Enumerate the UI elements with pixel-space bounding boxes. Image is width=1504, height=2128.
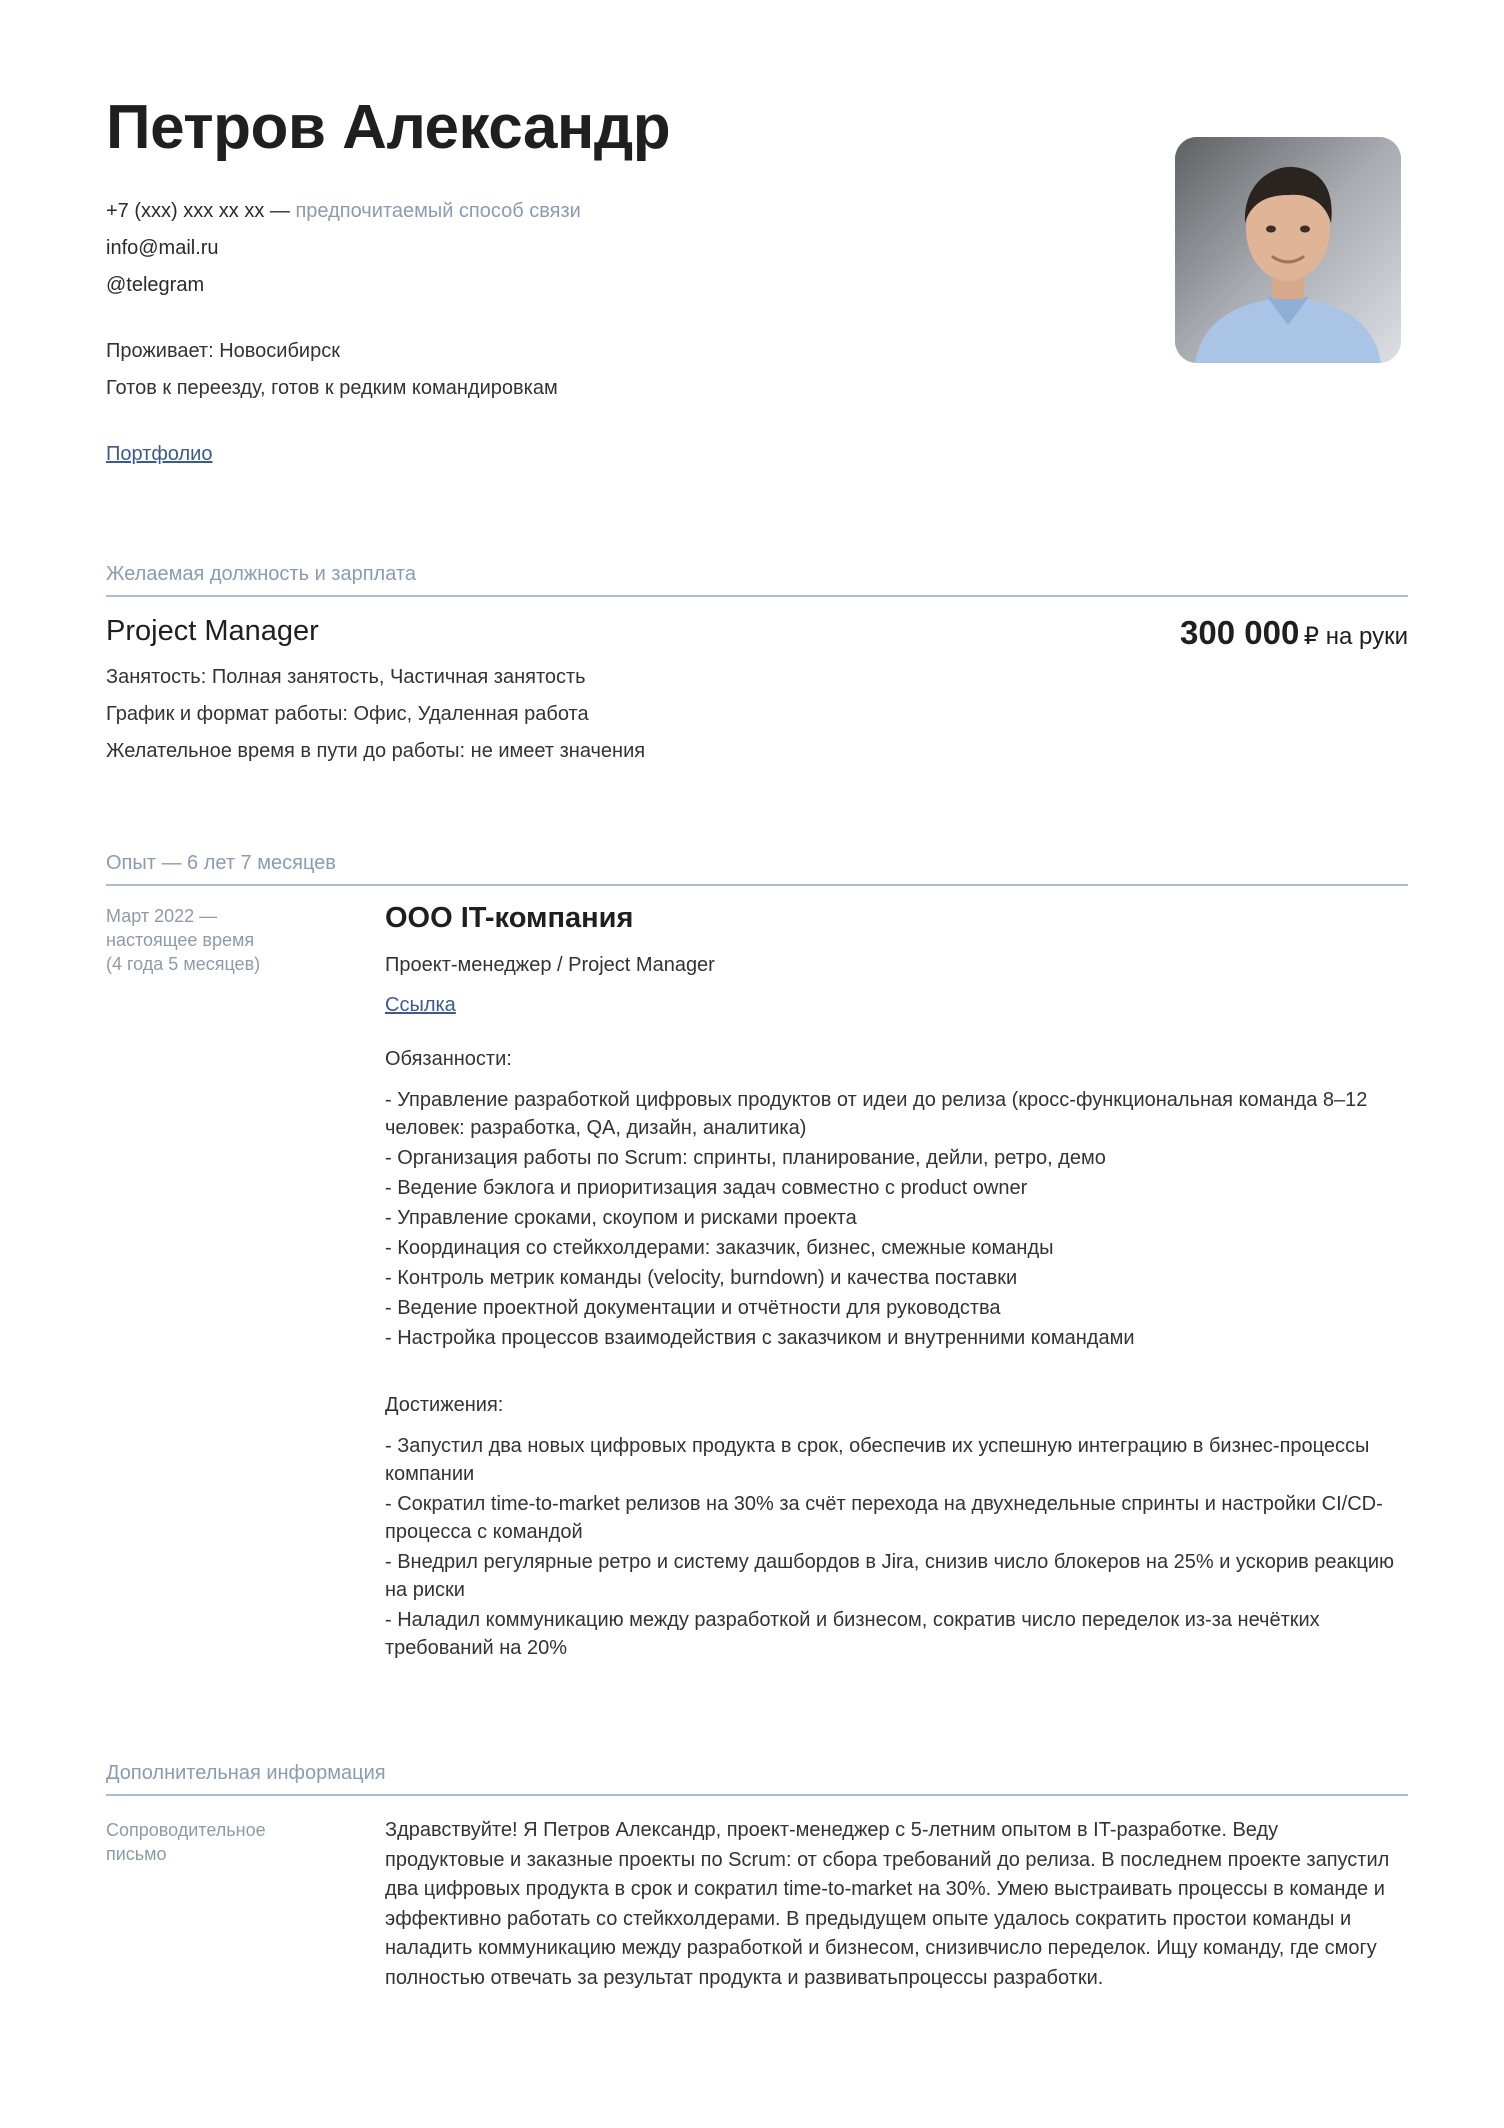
company-link[interactable]: Ссылка (385, 994, 456, 1016)
list-item: - Ведение бэклога и приоритизация задач совместно с product owner (385, 1177, 1028, 1199)
section-title-additional: Дополнительная информация (106, 1762, 386, 1784)
divider (106, 595, 1408, 597)
telegram[interactable]: @telegram (106, 274, 205, 296)
list-item: - Управление разработкой цифровых продуктов от идеи до релиза (кросс-функциональная команда 8–12 человек: разработка, QA, дизайн, аналитика) (385, 1089, 1368, 1139)
salary (1180, 614, 1408, 652)
commute: Желательное время в пути до работы: не имеет значения (106, 740, 646, 762)
list-item: - Контроль метрик команды (velocity, burndown) и качества поставки (385, 1267, 1018, 1289)
list-item: - Организация работы по Scrum: спринты, планирование, дейли, ретро, демо (385, 1147, 1106, 1169)
company-name: ООО IT-компания (385, 902, 634, 934)
relocation: Готов к переезду, готов к редким командировкам (106, 377, 558, 399)
cover-label-line: Сопроводительное (106, 1820, 266, 1840)
period-start: Март 2022 — (106, 906, 218, 926)
location-block (106, 338, 558, 412)
period-duration: (4 года 5 месяцев) (106, 954, 261, 974)
list-item: - Запустил два новых цифровых продукта в срок, обеспечив их успешную интеграцию в бизнес-процессы компании (385, 1435, 1370, 1485)
schedule: График и формат работы: Офис, Удаленная работа (106, 703, 589, 725)
section-title-experience: Опыт — 6 лет 7 месяцев (106, 852, 336, 874)
phone-line (106, 198, 581, 235)
list-item: - Сократил time-to-market релизов на 30% за счёт перехода на двухнедельные спринты и настройки CI/CD-процесса с командой (385, 1493, 1383, 1543)
duties-list (385, 1086, 1395, 1354)
list-item: - Настройка процессов взаимодействия с заказчиком и внутренними командами (385, 1327, 1135, 1349)
person-photo-icon (1175, 137, 1401, 363)
list-item: - Координация со стейкхолдерами: заказчик, бизнес, смежные команды (385, 1237, 1054, 1259)
residence: Проживает: Новосибирск (106, 340, 340, 362)
employment: Занятость: Полная занятость, Частичная занятость (106, 666, 586, 688)
divider (106, 884, 1408, 886)
list-item: - Управление сроками, скоупом и рисками проекта (385, 1207, 857, 1229)
divider (106, 1794, 1408, 1796)
candidate-name: Петров Александр (106, 93, 671, 162)
phone-number[interactable]: +7 (xxx) xxx xx xx — (106, 200, 290, 222)
list-item: - Внедрил регулярные ретро и систему дашбордов в Jira, снизив число блокеров на 25% и ускорив реакцию на риски (385, 1551, 1395, 1601)
salary-amount: 300 000 (1180, 614, 1300, 651)
period-end: настоящее время (106, 930, 255, 950)
cover-letter-text: Здравствуйте! Я Петров Александр, проект-менеджер с 5-летним опытом в IT-разработке. Веду продуктовые и заказные проекты по Scrum: от сбора требований до релиза. В последнем проекте запустил два цифровых продукта в срок и сократил time-to-market на 30%. Умею выстраивать процессы в команде и эффективно работать со стейкхолдерами. В предыдущем опыте удалось сократить простои команды и наладить коммуникацию между разработкой и бизнесом, снизивчисло переделок. Ищу команду, где смогу полностью отвечать за результат продукта и развиватьпроцессы разработки. (385, 1819, 1390, 1989)
experience-period (106, 904, 260, 976)
desired-params (106, 664, 645, 775)
cover-label-line: письмо (106, 1844, 167, 1864)
job-role: Проект-менеджер / Project Manager (385, 954, 715, 976)
duties-title: Обязанности: (385, 1048, 512, 1070)
salary-suffix: ₽ на руки (1303, 623, 1408, 650)
desired-position: Project Manager (106, 615, 319, 647)
portfolio-link[interactable]: Портфолио (106, 443, 213, 465)
achievements-list (385, 1432, 1395, 1664)
cover-letter-label (106, 1818, 266, 1866)
candidate-photo (1175, 137, 1401, 363)
section-title-desired: Желаемая должность и зарплата (106, 563, 416, 585)
list-item: - Ведение проектной документации и отчётности для руководства (385, 1297, 1001, 1319)
achievements-title: Достижения: (385, 1394, 504, 1416)
email[interactable]: info@mail.ru (106, 237, 219, 259)
list-item: - Наладил коммуникацию между разработкой и бизнесом, сократив число переделок из-за нечётких требований на 20% (385, 1609, 1320, 1659)
contacts-block (106, 198, 581, 309)
phone-note: предпочитаемый способ связи (295, 200, 581, 222)
